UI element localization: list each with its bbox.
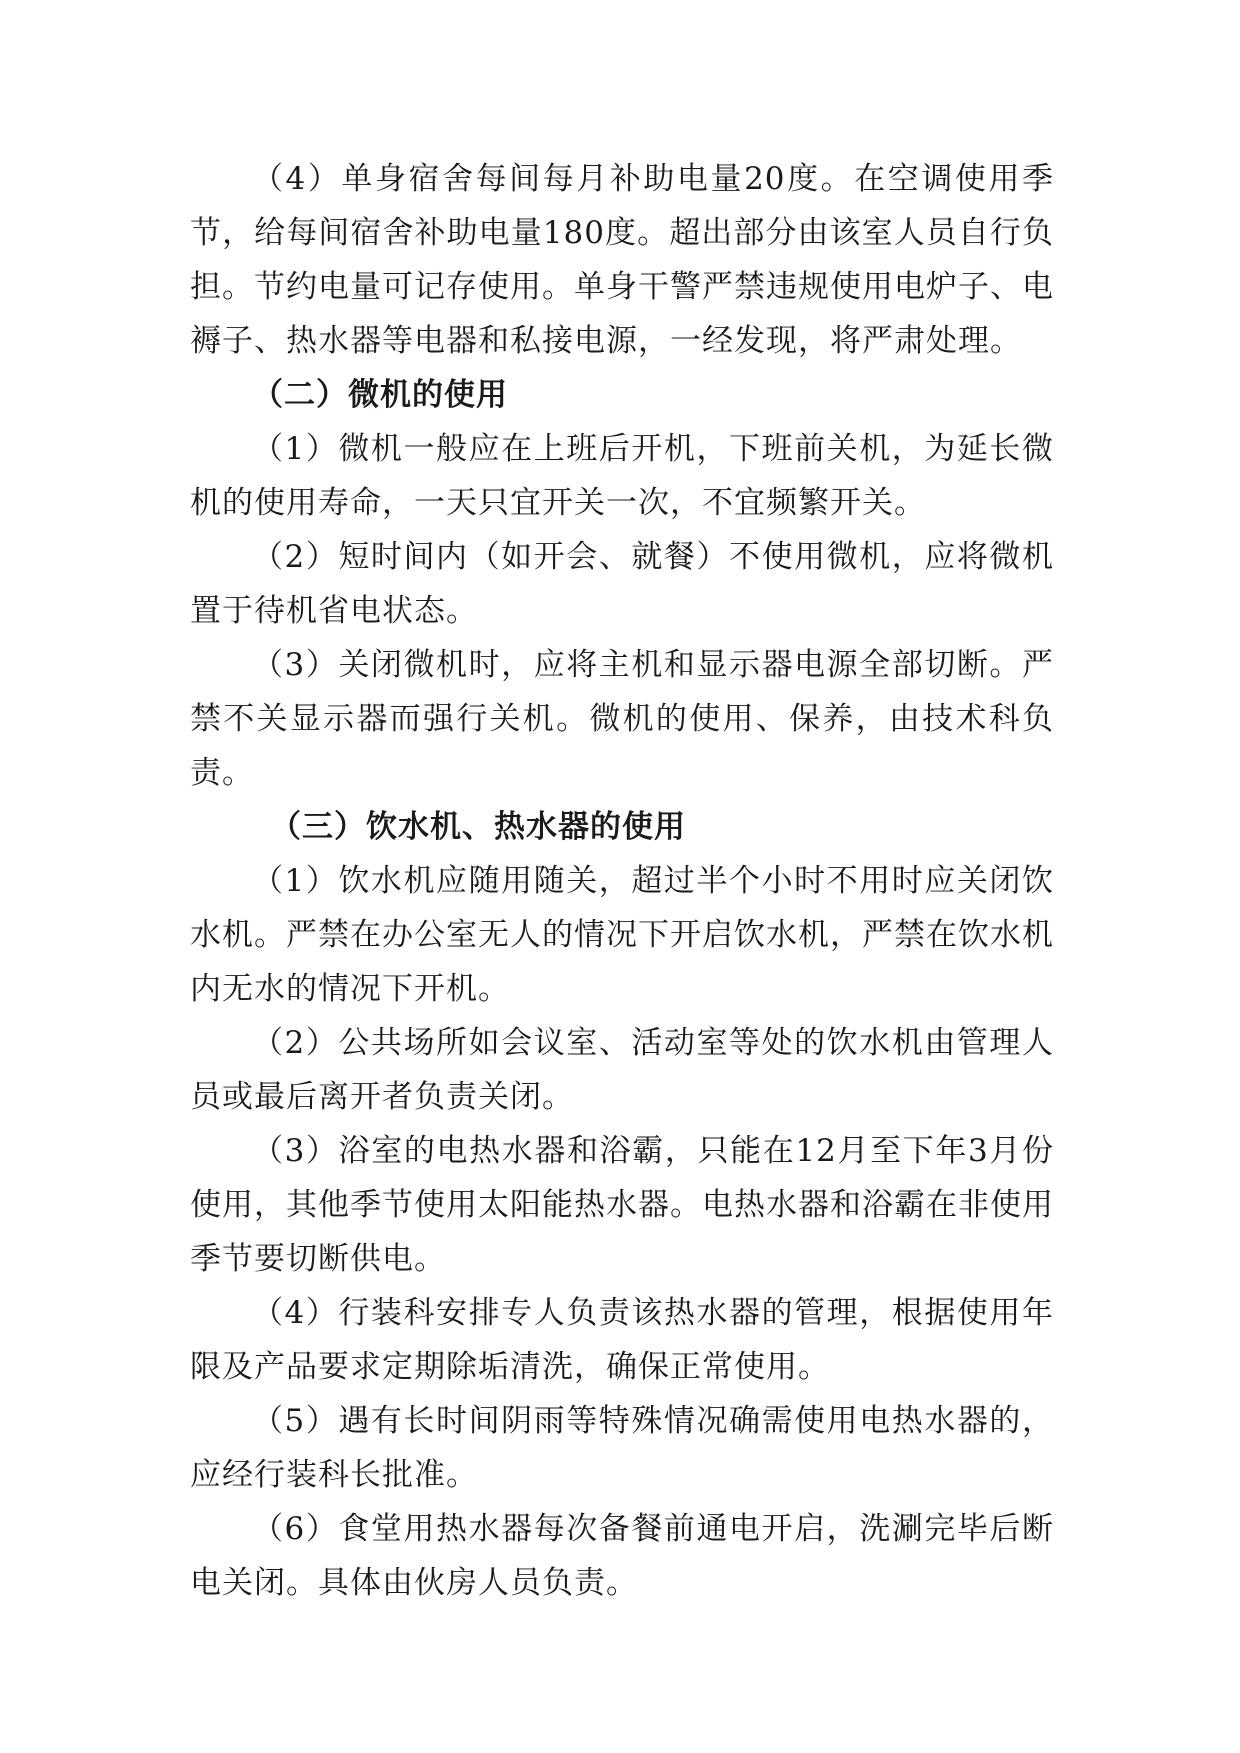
paragraph-water-3: （3）浴室的电热水器和浴霸，只能在12月至下年3月份使用，其他季节使用太阳能热水器。电热水器和浴霸在非使用季节要切断供电。 [190, 1133, 1054, 1277]
paragraph-computer-2: （2）短时间内（如开会、就餐）不使用微机，应将微机置于待机省电状态。 [190, 539, 1054, 629]
paragraph-water-4: （4）行装科安排专人负责该热水器的管理，根据使用年限及产品要求定期除垢清洗，确保正常使用。 [190, 1295, 1054, 1385]
paragraph-water-5: （5）遇有长时间阴雨等特殊情况确需使用电热水器的，应经行装科长批准。 [190, 1403, 1054, 1493]
paragraph-water-2: （2）公共场所如会议室、活动室等处的饮水机由管理人员或最后离开者负责关闭。 [190, 1025, 1054, 1115]
paragraph-water-1: （1）饮水机应随用随关，超过半个小时不用时应关闭饮水机。严禁在办公室无人的情况下开启饮水机，严禁在饮水机内无水的情况下开机。 [190, 863, 1054, 1007]
paragraph-water-6: （6）食堂用热水器每次备餐前通电开启，洗涮完毕后断电关闭。具体由伙房人员负责。 [190, 1511, 1054, 1601]
paragraph-computer-3: （3）关闭微机时，应将主机和显示器电源全部切断。严禁不关显示器而强行关机。微机的使用、保养，由技术科负责。 [190, 647, 1054, 791]
section-heading-water-dispenser: （三）饮水机、热水器的使用 [270, 809, 686, 845]
section-heading-computer-use: （二）微机的使用 [252, 377, 508, 413]
paragraph-computer-1: （1）微机一般应在上班后开机，下班前关机，为延长微机的使用寿命，一天只宜开关一次，不宜频繁开关。 [190, 431, 1054, 521]
paragraph-dorm-electricity: （4）单身宿舍每间每月补助电量20度。在空调使用季节，给每间宿舍补助电量180度。超出部分由该室人员自行负担。节约电量可记存使用。单身干警严禁违规使用电炉子、电褥子、热水器等电器和私接电源，一经发现，将严肃处理。 [190, 161, 1054, 359]
document-body [190, 152, 1054, 1610]
